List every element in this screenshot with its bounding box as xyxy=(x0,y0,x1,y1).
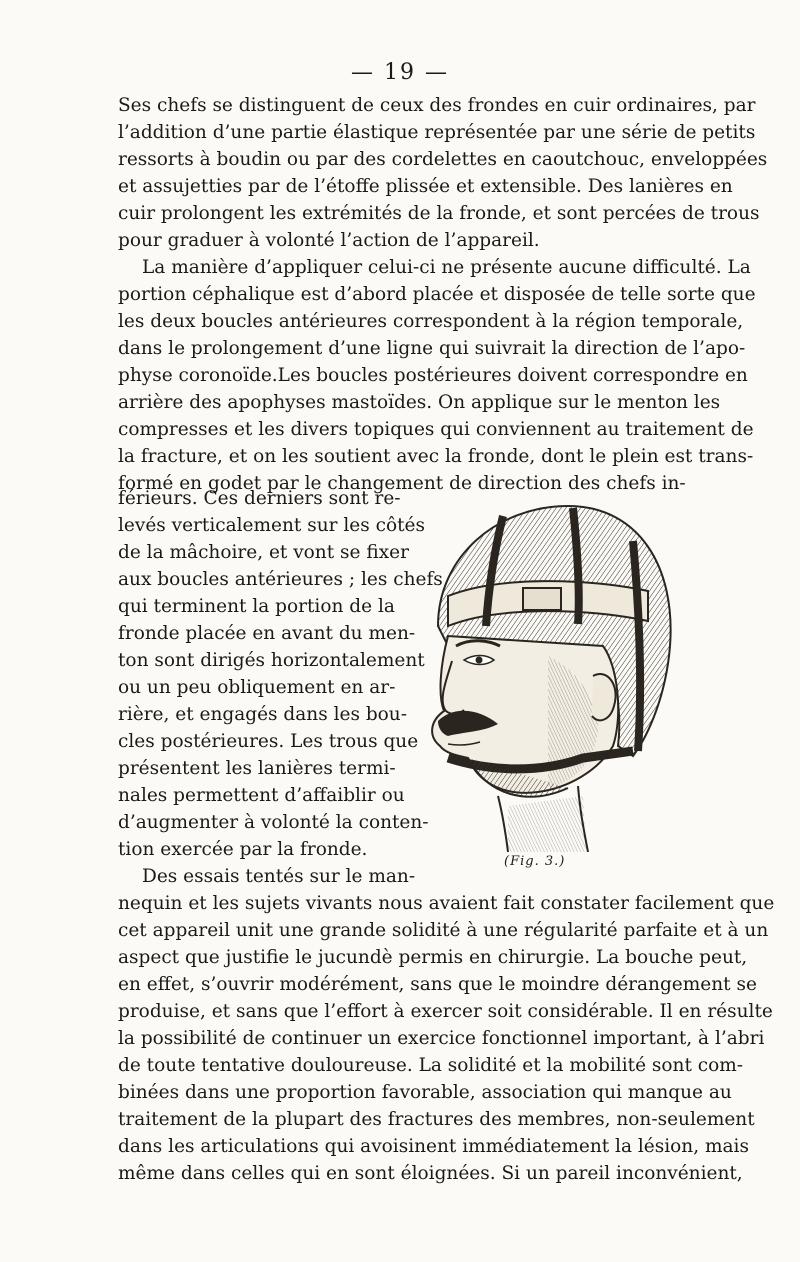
text-line: Des essais tentés sur le man- xyxy=(142,866,416,887)
text-line: et assujetties par de l’étoffe plissée et extensible. Des lanières en xyxy=(118,176,733,197)
text-line: férieurs. Ces derniers sont re- xyxy=(118,488,401,509)
text-line: Ses chefs se distinguent de ceux des frondes en cuir ordinaires, par xyxy=(118,95,756,116)
text-line: même dans celles qui en sont éloignées. Si un pareil inconvénient, xyxy=(118,1163,743,1184)
text-line: levés verticalement sur les côtés xyxy=(118,515,425,536)
text-line: tion exercée par la fronde. xyxy=(118,839,368,860)
page-number: — 19 — xyxy=(351,60,449,85)
text-line: qui terminent la portion de la xyxy=(118,596,395,617)
text-line: La manière d’appliquer celui-ci ne présente aucune difficulté. La xyxy=(142,257,751,278)
text-line: binées dans une proportion favorable, association qui manque au xyxy=(118,1082,732,1103)
figure-caption: (Fig. 3.) xyxy=(504,854,566,869)
text-line: en effet, s’ouvrir modérément, sans que le moindre dérangement se xyxy=(118,974,757,995)
text-line: aux boucles antérieures ; les chefs xyxy=(118,569,443,590)
text-line: physe coronoïde.Les boucles postérieures doivent correspondre en xyxy=(118,365,748,386)
text-line: ou un peu obliquement en ar- xyxy=(118,677,396,698)
text-line: traitement de la plupart des fractures des membres, non-seulement xyxy=(118,1109,755,1130)
text-line: pour graduer à volonté l’action de l’appareil. xyxy=(118,230,540,251)
text-line: produise, et sans que l’effort à exercer soit considérable. Il en résulte xyxy=(118,1001,773,1022)
text-line: ressorts à boudin ou par des cordelettes en caoutchouc, enveloppées xyxy=(118,149,768,170)
text-line: cuir prolongent les extrémités de la fronde, et sont percées de trous xyxy=(118,203,760,224)
text-line: la possibilité de continuer un exercice fonctionnel important, à l’abri xyxy=(118,1028,765,1049)
text-line: dans le prolongement d’une ligne qui suivrait la direction de l’apo- xyxy=(118,338,746,359)
text-line: arrière des apophyses mastoïdes. On applique sur le menton les xyxy=(118,392,721,413)
text-line: de la mâchoire, et vont se fixer xyxy=(118,542,409,563)
text-line: présentent les lanières termi- xyxy=(118,758,396,779)
text-line: cles postérieures. Les trous que xyxy=(118,731,419,752)
text-line: dans les articulations qui avoisinent immédiatement la lésion, mais xyxy=(118,1136,749,1157)
text-line: les deux boucles antérieures correspondent à la région temporale, xyxy=(118,311,744,332)
text-line: formé en godet par le changement de direction des chefs in- xyxy=(118,473,686,494)
text-line: portion céphalique est d’abord placée et disposée de telle sorte que xyxy=(118,284,756,305)
text-line: de toute tentative douloureuse. La solidité et la mobilité sont com- xyxy=(118,1055,744,1076)
text-line: aspect que justifie le jucundè permis en chirurgie. La bouche peut, xyxy=(118,947,748,968)
text-line: cet appareil unit une grande solidité à une régularité parfaite et à un xyxy=(118,920,769,941)
text-line: nequin et les sujets vivants nous avaient fait constater facilement que xyxy=(118,893,775,914)
text-line: nales permettent d’affaiblir ou xyxy=(118,785,405,806)
text-line: la fracture, et on les soutient avec la fronde, dont le plein est trans- xyxy=(118,446,754,467)
figure-head-bandage-illustration xyxy=(408,496,680,852)
text-line: fronde placée en avant du men- xyxy=(118,623,416,644)
text-line: rière, et engagés dans les bou- xyxy=(118,704,407,725)
text-line: d’augmenter à volonté la conten- xyxy=(118,812,429,833)
text-line: ton sont dirigés horizontalement xyxy=(118,650,425,671)
text-line: compresses et les divers topiques qui conviennent au traitement de xyxy=(118,419,754,440)
text-line: l’addition d’une partie élastique représentée par une série de petits xyxy=(118,122,756,143)
